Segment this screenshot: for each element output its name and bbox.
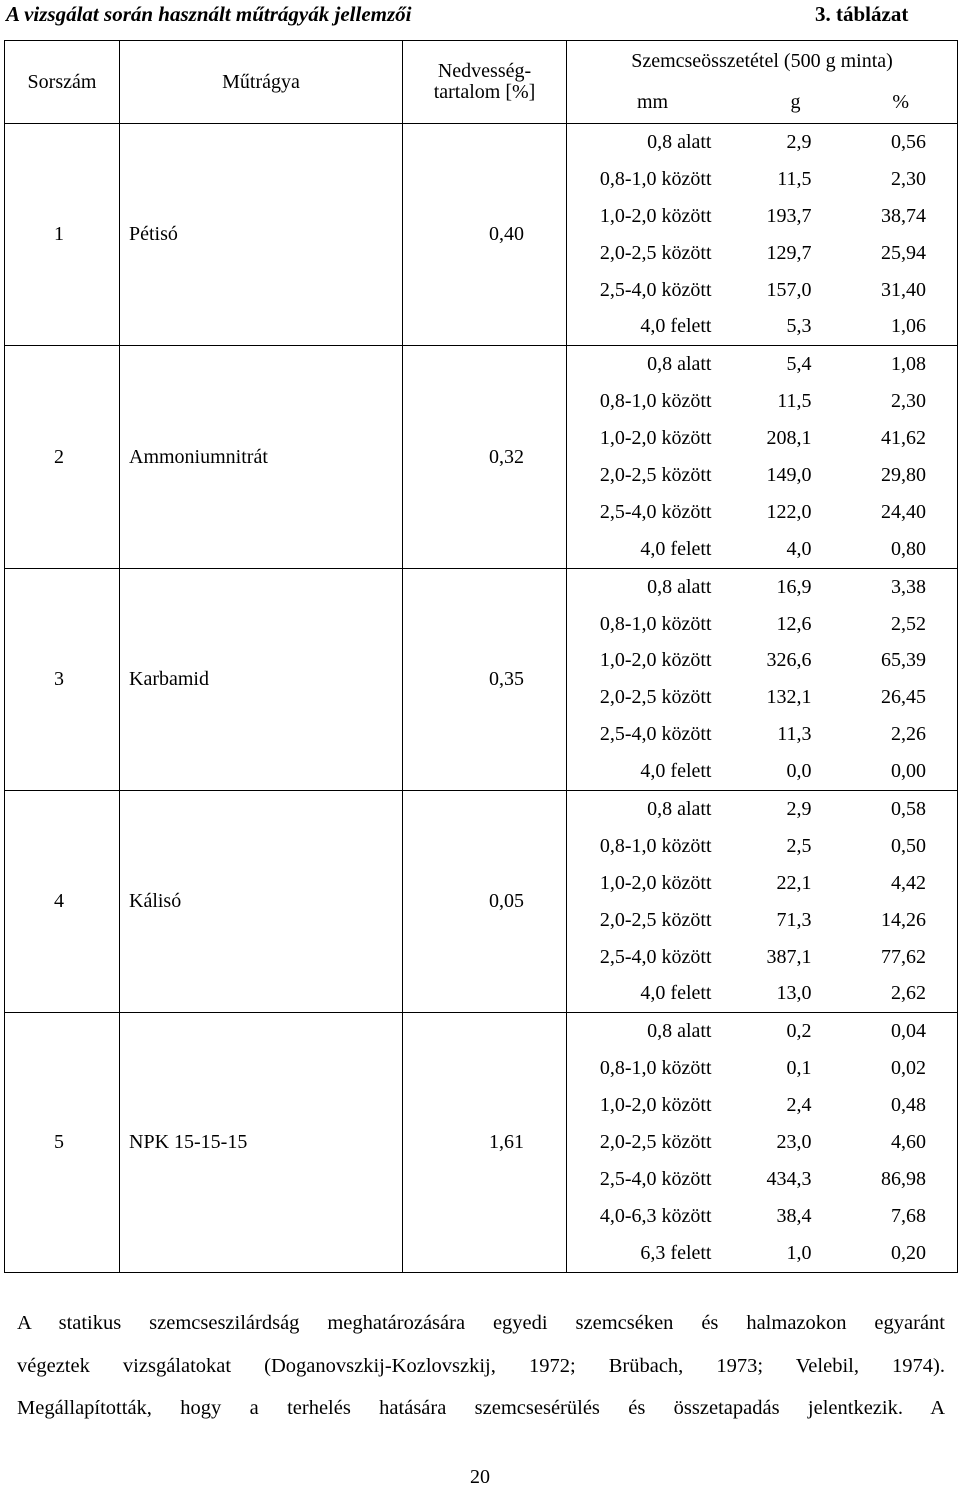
percent-value: 2,30 [834, 383, 958, 420]
paragraph-line-3: Megállapították, hogy a terhelés hatására szemcsesérülés és összetapadás jelentkezik. A [17, 1397, 945, 1419]
moisture-value: 0,05 [403, 791, 567, 1013]
percent-value: 0,56 [834, 124, 958, 161]
percent-value: 14,26 [834, 902, 958, 939]
size-range: 0,8 alatt [567, 346, 724, 383]
size-range: 0,8-1,0 között [567, 828, 724, 865]
percent-value: 0,00 [834, 753, 958, 790]
percent-value: 0,50 [834, 828, 958, 865]
fertilizer-name: Kálisó [120, 791, 403, 1013]
size-range: 2,5-4,0 között [567, 272, 724, 309]
table-row [5, 346, 958, 383]
table-row [5, 791, 958, 828]
table-number: 3. táblázat [815, 2, 909, 26]
size-range: 2,0-2,5 között [567, 1124, 724, 1161]
paragraph-line-2: végeztek vizsgálatokat (Doganovszkij-Kozlovszkij, 1972; Brübach, 1973; Velebil, 1974). [17, 1355, 945, 1377]
fertilizer-table [4, 40, 958, 1273]
mass-value: 12,6 [776, 612, 812, 635]
header-nedvesseg-line2: tartalom [%] [433, 81, 536, 103]
table-row [5, 568, 958, 605]
fertilizer-name: Ammoniumnitrát [120, 346, 403, 568]
table-row [5, 1013, 958, 1050]
mass-value: 13,0 [724, 975, 834, 1012]
percent-value: 2,52 [834, 606, 958, 643]
mass-value: 5,4 [724, 346, 834, 383]
size-range: 0,8-1,0 között [567, 1050, 724, 1087]
header-nedvesseg [403, 41, 567, 124]
moisture-value: 0,32 [403, 346, 567, 568]
header-g: g [724, 82, 834, 124]
percent-value: 0,04 [834, 1013, 958, 1050]
mass-value: 4,0 [724, 531, 834, 568]
mass-value: 71,3 [776, 908, 812, 931]
mass-value: 23,0 [776, 1130, 812, 1153]
percent-value: 29,80 [834, 457, 958, 494]
percent-value: 7,68 [834, 1198, 958, 1235]
mass-value: 1,0 [724, 1235, 834, 1272]
mass-value: 132,1 [766, 686, 812, 709]
size-range: 6,3 felett [567, 1235, 724, 1272]
percent-value: 24,40 [834, 494, 958, 531]
mass-value: 149,0 [766, 463, 812, 486]
page-number: 20 [470, 1466, 490, 1488]
percent-value: 0,48 [834, 1087, 958, 1124]
size-range: 0,8 alatt [567, 568, 724, 605]
size-range: 2,0-2,5 között [567, 902, 724, 939]
percent-value: 0,02 [834, 1050, 958, 1087]
percent-value: 77,62 [834, 939, 958, 976]
size-range: 1,0-2,0 között [567, 865, 724, 902]
group-number: 3 [5, 568, 120, 790]
fertilizer-name: Karbamid [120, 568, 403, 790]
percent-value: 0,20 [834, 1235, 958, 1272]
size-range: 2,5-4,0 között [567, 494, 724, 531]
size-range: 4,0 felett [567, 753, 724, 790]
percent-value: 0,58 [834, 791, 958, 828]
percent-value: 4,60 [834, 1124, 958, 1161]
mass-value: 11,5 [777, 167, 812, 190]
size-range: 2,5-4,0 között [567, 716, 724, 753]
group-number: 2 [5, 346, 120, 568]
mass-value: 0,2 [724, 1013, 834, 1050]
size-range: 0,8 alatt [567, 791, 724, 828]
moisture-value: 1,61 [403, 1013, 567, 1272]
mass-value: 2,4 [786, 1094, 812, 1117]
mass-value: 208,1 [766, 427, 812, 450]
mass-value: 38,4 [776, 1204, 812, 1227]
header-nedvesseg-line1: Nedvesség- [437, 60, 532, 82]
mass-value: 16,9 [724, 568, 834, 605]
percent-value: 41,62 [834, 420, 958, 457]
mass-value: 193,7 [766, 204, 812, 227]
mass-value: 129,7 [766, 241, 812, 264]
fertilizer-name: Pétisó [120, 124, 403, 346]
size-range: 2,0-2,5 között [567, 679, 724, 716]
percent-value: 25,94 [834, 235, 958, 272]
size-range: 0,8-1,0 között [567, 383, 724, 420]
percent-value: 2,26 [834, 716, 958, 753]
header-sorszam: Sorszám [5, 41, 120, 124]
header-szemcse: Szemcseösszetétel (500 g minta) [567, 41, 958, 83]
header-mm: mm [567, 82, 724, 124]
group-number: 4 [5, 791, 120, 1013]
mass-value: 387,1 [766, 945, 812, 968]
table-caption [0, 0, 960, 30]
mass-value: 2,9 [724, 124, 834, 161]
mass-value: 11,3 [777, 723, 812, 746]
size-range: 0,8-1,0 között [567, 161, 724, 198]
mass-value: 2,9 [724, 791, 834, 828]
size-range: 1,0-2,0 között [567, 1087, 724, 1124]
percent-value: 3,38 [834, 568, 958, 605]
percent-value: 2,30 [834, 161, 958, 198]
mass-value: 122,0 [766, 500, 812, 523]
percent-value: 86,98 [834, 1161, 958, 1198]
mass-value: 0,1 [786, 1057, 812, 1080]
size-range: 0,8 alatt [567, 124, 724, 161]
size-range: 2,0-2,5 között [567, 457, 724, 494]
group-number: 5 [5, 1013, 120, 1272]
percent-value: 1,08 [834, 346, 958, 383]
header-pct: % [834, 82, 958, 124]
mass-value: 11,5 [777, 390, 812, 413]
table-title: A vizsgálat során használt műtrágyák jellemzői [6, 2, 412, 26]
size-range: 0,8-1,0 között [567, 606, 724, 643]
percent-value: 38,74 [834, 198, 958, 235]
percent-value: 4,42 [834, 865, 958, 902]
percent-value: 2,62 [834, 975, 958, 1012]
size-range: 2,5-4,0 között [567, 939, 724, 976]
size-range: 1,0-2,0 között [567, 420, 724, 457]
group-number: 1 [5, 124, 120, 346]
percent-value: 31,40 [834, 272, 958, 309]
moisture-value: 0,40 [403, 124, 567, 346]
size-range: 4,0 felett [567, 975, 724, 1012]
size-range: 4,0 felett [567, 308, 724, 345]
percent-value: 0,80 [834, 531, 958, 568]
size-range: 1,0-2,0 között [567, 198, 724, 235]
size-range: 2,0-2,5 között [567, 235, 724, 272]
mass-value: 5,3 [724, 308, 834, 345]
header-mutragya: Műtrágya [120, 41, 403, 124]
mass-value: 434,3 [766, 1167, 812, 1190]
size-range: 2,5-4,0 között [567, 1161, 724, 1198]
percent-value: 26,45 [834, 679, 958, 716]
paragraph-line-1: A statikus szemcseszilárdság meghatározására egyedi szemcséken és halmazokon egyaránt [17, 1312, 945, 1334]
table-row [5, 124, 958, 161]
mass-value: 326,6 [766, 649, 812, 672]
size-range: 1,0-2,0 között [567, 642, 724, 679]
size-range: 0,8 alatt [567, 1013, 724, 1050]
mass-value: 2,5 [786, 834, 812, 857]
mass-value: 22,1 [776, 871, 812, 894]
mass-value: 157,0 [766, 278, 812, 301]
size-range: 4,0-6,3 között [567, 1198, 724, 1235]
mass-value: 0,0 [724, 753, 834, 790]
moisture-value: 0,35 [403, 568, 567, 790]
percent-value: 1,06 [834, 308, 958, 345]
percent-value: 65,39 [834, 642, 958, 679]
size-range: 4,0 felett [567, 531, 724, 568]
fertilizer-name: NPK 15-15-15 [120, 1013, 403, 1272]
